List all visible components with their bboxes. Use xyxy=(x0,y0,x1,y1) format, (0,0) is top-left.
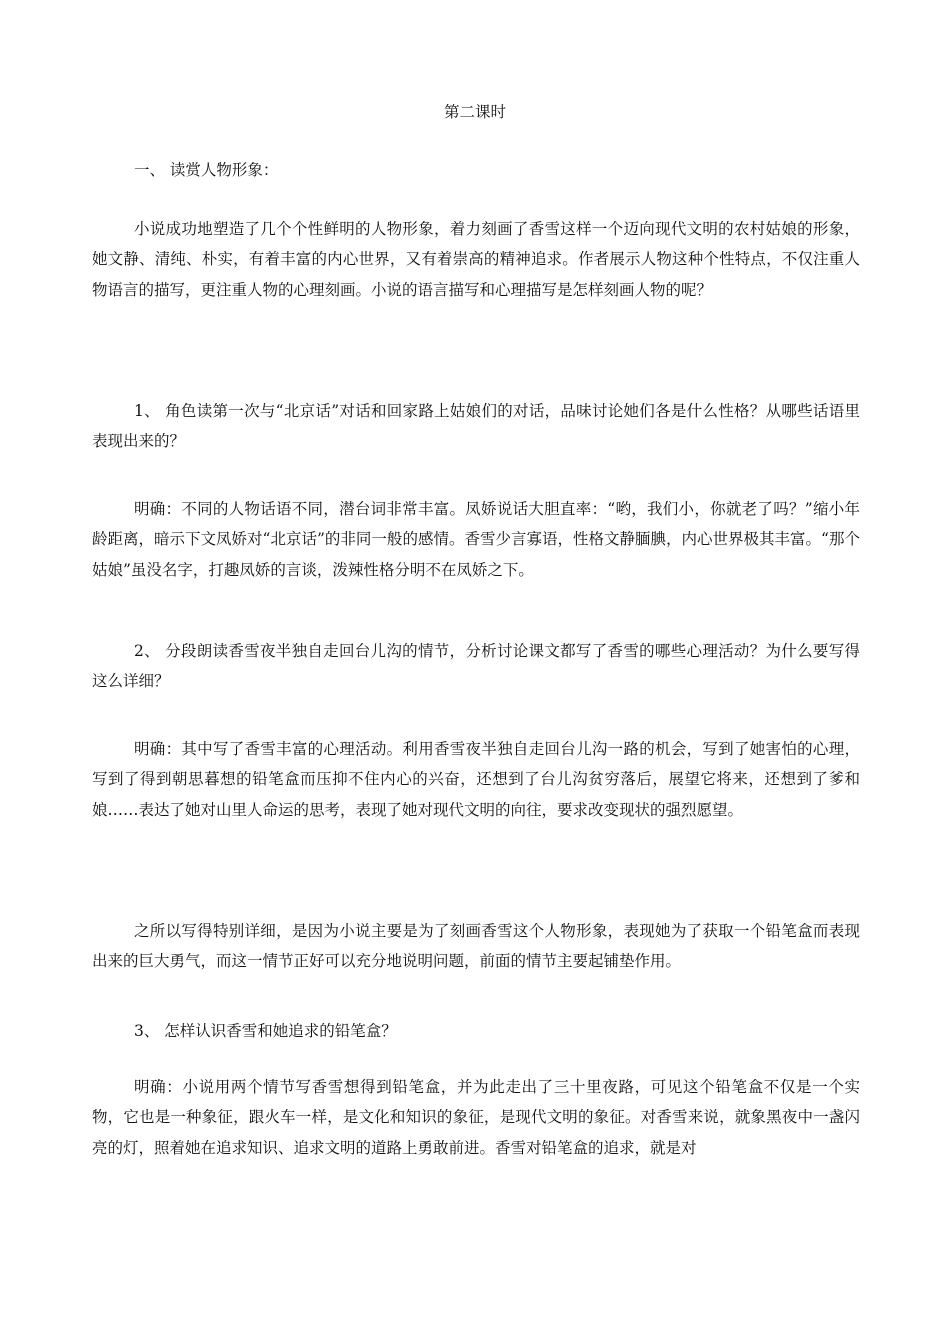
answer-1: 明确：不同的人物话语不同，潜台词非常丰富。凤娇说话大胆直率：“哟，我们小，你就老了吗？”缩小年龄距离，暗示下文凤娇对“北京话”的非同一般的感情。香雪少言寡语，性格文静腼腆，内心世界极其丰富。“那个姑娘”虽没名字，打趣凤娇的言谈，泼辣性格分明不在凤娇之下。 xyxy=(92,500,860,579)
answer-3: 明确：小说用两个情节写香雪想得到铅笔盒，并为此走出了三十里夜路，可见这个铅笔盒不仅是一个实物，它也是一种象征，跟火车一样，是文化和知识的象征，是现代文明的象征。对香雪来说，就象黑夜中一盏闪亮的灯，照着她在追求知识、追求文明的道路上勇敢前进。香雪对铅笔盒的追求，就是对 xyxy=(92,1078,860,1157)
paragraph-intro: 小说成功地塑造了几个个性鲜明的人物形象，着力刻画了香雪这样一个迈向现代文明的农村姑娘的形象，她文静、清纯、朴实，有着丰富的内心世界，又有着崇高的精神追求。作者展示人物这种个性特点，不仅注重人物语言的描写，更注重人物的心理刻画。小说的语言描写和心理描写是怎样刻画人物的呢？ xyxy=(92,220,860,299)
question-1: 1、 角色读第一次与“北京话”对话和回家路上姑娘们的对话，品味讨论她们各是什么性格？从哪些话语里表现出来的？ xyxy=(92,402,860,451)
page-title: 第二课时 xyxy=(443,103,506,121)
question-2: 2、 分段朗读香雪夜半独自走回台儿沟的情节，分析讨论课文都写了香雪的哪些心理活动？为什么要写得这么详细？ xyxy=(92,642,860,691)
section-heading: 一、 读赏人物形象： xyxy=(134,161,279,179)
answer-2: 明确：其中写了香雪丰富的心理活动。利用香雪夜半独自走回台儿沟一路的机会，写到了她害怕的心理，写到了得到朝思暮想的铅笔盒而压抑不住内心的兴奋，还想到了台儿沟贫穷落后，展望它将来，还想到了爹和娘……表达了她对山里人命运的思考，表现了她对现代文明的向往，要求改变现状的强烈愿望。 xyxy=(92,740,860,819)
answer-2-continued: 之所以写得特别详细，是因为小说主要是为了刻画香雪这个人物形象，表现她为了获取一个铅笔盒而表现出来的巨大勇气，而这一情节正好可以充分地说明问题，前面的情节主要起铺垫作用。 xyxy=(92,922,860,971)
question-3: 3、 怎样认识香雪和她追求的铅笔盒？ xyxy=(134,1022,397,1040)
